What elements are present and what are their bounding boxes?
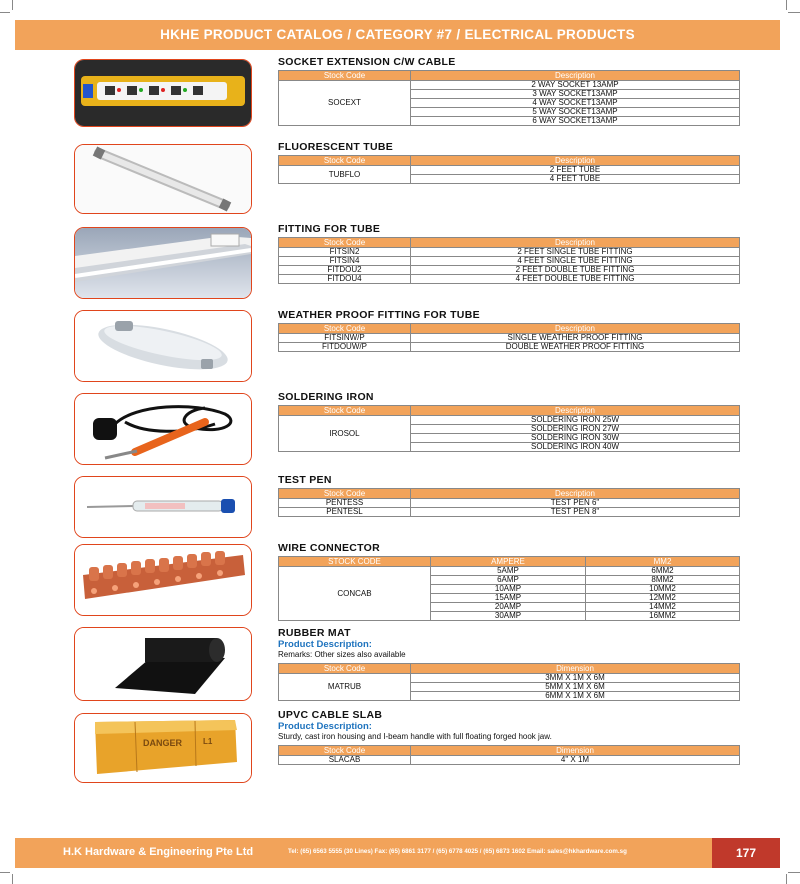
svg-text:L1: L1 <box>203 737 213 746</box>
section-socket-extension <box>278 56 740 126</box>
column-header: Stock Code <box>279 664 411 674</box>
table-header-row <box>279 324 740 334</box>
stock-code-cell: FITSIN4 <box>279 257 411 266</box>
dimension-cell: 3MM X 1M X 6M <box>411 674 740 683</box>
column-header: Stock Code <box>279 746 411 756</box>
section-title: UPVC CABLE SLAB <box>278 709 383 721</box>
description-cell: 3 WAY SOCKET13AMP <box>411 90 740 99</box>
product-table <box>278 237 740 284</box>
table-row <box>279 674 740 683</box>
description-cell: TEST PEN 6" <box>411 499 740 508</box>
product-remarks: Sturdy, cast iron housing and I-beam handle with full floating forged hook jaw. <box>278 732 552 741</box>
wire-connector-image <box>74 544 252 616</box>
column-header: Description <box>411 324 740 334</box>
product-table <box>278 323 740 352</box>
mm2-cell: 6MM2 <box>586 567 740 576</box>
section-title: SOLDERING IRON <box>278 391 374 403</box>
mm2-cell: 8MM2 <box>586 576 740 585</box>
stock-code-cell: FITSIN2 <box>279 248 411 257</box>
mm2-cell: 16MM2 <box>586 612 740 621</box>
section-test-pen <box>278 474 740 517</box>
mm2-cell: 14MM2 <box>586 603 740 612</box>
stock-code-cell: MATRUB <box>279 674 411 701</box>
ampere-cell: 20AMP <box>431 603 586 612</box>
table-row <box>279 81 740 90</box>
column-header: Dimension <box>411 664 740 674</box>
description-cell: TEST PEN 8" <box>411 508 740 517</box>
crop-mark <box>786 0 787 10</box>
ampere-cell: 30AMP <box>431 612 586 621</box>
ampere-cell: 5AMP <box>431 567 586 576</box>
stock-code-cell: TUBFLO <box>279 166 411 184</box>
product-table <box>278 745 740 765</box>
stock-code-cell: IROSOL <box>279 416 411 452</box>
description-cell: SOLDERING IRON 40W <box>411 443 740 452</box>
section-fluorescent-tube <box>278 141 740 184</box>
dimension-cell: 5MM X 1M X 6M <box>411 683 740 692</box>
description-cell: 2 FEET SINGLE TUBE FITTING <box>411 248 740 257</box>
crop-mark <box>12 0 13 10</box>
soldering-iron-image <box>74 393 252 465</box>
section-title: WIRE CONNECTOR <box>278 542 381 554</box>
product-remarks: Remarks: Other sizes also available <box>278 650 406 659</box>
column-header: Description <box>411 238 740 248</box>
crop-mark <box>786 874 787 884</box>
description-cell: 2 FEET TUBE <box>411 166 740 175</box>
table-header-row <box>279 557 740 567</box>
section-title: WEATHER PROOF FITTING FOR TUBE <box>278 309 480 321</box>
description-cell: SOLDERING IRON 30W <box>411 434 740 443</box>
stock-code-cell: PENTESL <box>279 508 411 517</box>
rubber-mat-image <box>74 627 252 701</box>
product-description-label: Product Description: <box>278 721 372 732</box>
table-header-row <box>279 238 740 248</box>
crop-mark <box>788 872 800 873</box>
section-title: TEST PEN <box>278 474 332 486</box>
description-cell: 2 FEET DOUBLE TUBE FITTING <box>411 266 740 275</box>
description-cell: DOUBLE WEATHER PROOF FITTING <box>411 343 740 352</box>
table-header-row <box>279 489 740 499</box>
contact-info: Tel: (65) 6563 5555 (30 Lines) Fax: (65) 6861 3177 / (65) 6778 4025 / (65) 6873 1602 Email: sales@hkhardware.com.sg <box>288 848 627 855</box>
stock-code-cell: CONCAB <box>279 567 431 621</box>
crop-mark <box>788 12 800 13</box>
table-row <box>279 756 740 765</box>
section-fitting-for-tube <box>278 223 740 284</box>
stock-code-cell: FITDOU2 <box>279 266 411 275</box>
page-number: 177 <box>712 838 780 868</box>
stock-code-cell: FITDOU4 <box>279 275 411 284</box>
column-header: Stock Code <box>279 71 411 81</box>
test-pen-image <box>74 476 252 538</box>
table-row <box>279 166 740 175</box>
crop-mark <box>0 872 10 873</box>
column-header: Dimension <box>411 746 740 756</box>
column-header: Stock Code <box>279 324 411 334</box>
section-title: RUBBER MAT <box>278 627 351 639</box>
description-cell: 4 FEET SINGLE TUBE FITTING <box>411 257 740 266</box>
product-table <box>278 488 740 517</box>
product-table <box>278 155 740 184</box>
table-row <box>279 416 740 425</box>
catalog-footer <box>15 838 780 868</box>
stock-code-cell: SOCEXT <box>279 81 411 126</box>
stock-code-cell: SLACAB <box>279 756 411 765</box>
stock-code-cell: FITDOUW/P <box>279 343 411 352</box>
column-header: Stock Code <box>279 406 411 416</box>
description-cell: 6 WAY SOCKET13AMP <box>411 117 740 126</box>
product-table <box>278 663 740 701</box>
description-cell: 4 FEET DOUBLE TUBE FITTING <box>411 275 740 284</box>
description-cell: SOLDERING IRON 25W <box>411 416 740 425</box>
description-cell: 4 WAY SOCKET13AMP <box>411 99 740 108</box>
column-header: STOCK CODE <box>279 557 431 567</box>
description-cell: SOLDERING IRON 27W <box>411 425 740 434</box>
crop-mark <box>12 874 13 884</box>
column-header: AMPERE <box>431 557 586 567</box>
table-header-row <box>279 156 740 166</box>
section-wire-connector <box>278 542 740 621</box>
company-name: H.K Hardware & Engineering Pte Ltd <box>63 846 254 858</box>
section-soldering-iron <box>278 391 740 452</box>
stock-code-cell: FITSINW/P <box>279 334 411 343</box>
table-header-row <box>279 406 740 416</box>
column-header: Stock Code <box>279 156 411 166</box>
description-cell: 2 WAY SOCKET 13AMP <box>411 81 740 90</box>
description-cell: 4 FEET TUBE <box>411 175 740 184</box>
section-title: SOCKET EXTENSION C/W CABLE <box>278 56 456 68</box>
column-header: Description <box>411 406 740 416</box>
catalog-header: HKHE PRODUCT CATALOG / CATEGORY #7 / ELECTRICAL PRODUCTS <box>15 20 780 50</box>
mm2-cell: 10MM2 <box>586 585 740 594</box>
section-rubber-mat <box>278 627 740 701</box>
upvc-cable-slab-image <box>74 713 252 783</box>
column-header: Description <box>411 156 740 166</box>
product-description-label: Product Description: <box>278 639 372 650</box>
section-title: FITTING FOR TUBE <box>278 223 381 235</box>
product-table <box>278 556 740 621</box>
product-table <box>278 405 740 452</box>
dimension-cell: 4" X 1M <box>411 756 740 765</box>
table-row <box>279 508 740 517</box>
stock-code-cell: PENTESS <box>279 499 411 508</box>
table-header-row <box>279 664 740 674</box>
description-cell: 5 WAY SOCKET13AMP <box>411 108 740 117</box>
socket-extension-image <box>74 59 252 127</box>
dimension-cell: 6MM X 1M X 6M <box>411 692 740 701</box>
table-row <box>279 275 740 284</box>
product-table <box>278 70 740 126</box>
description-cell: SINGLE WEATHER PROOF FITTING <box>411 334 740 343</box>
column-header: Stock Code <box>279 489 411 499</box>
fluorescent-tube-image <box>74 144 252 214</box>
crop-mark <box>0 12 10 13</box>
mm2-cell: 12MM2 <box>586 594 740 603</box>
table-header-row <box>279 746 740 756</box>
weather-proof-fitting-image <box>74 310 252 382</box>
column-header: Description <box>411 489 740 499</box>
ampere-cell: 15AMP <box>431 594 586 603</box>
column-header: Description <box>411 71 740 81</box>
table-header-row <box>279 71 740 81</box>
section-title: FLUORESCENT TUBE <box>278 141 394 153</box>
column-header: MM2 <box>586 557 740 567</box>
section-weather-proof-fitting <box>278 309 740 352</box>
table-row <box>279 343 740 352</box>
svg-text:DANGER: DANGER <box>143 738 183 748</box>
ampere-cell: 6AMP <box>431 576 586 585</box>
section-upvc-cable-slab <box>278 709 740 765</box>
column-header: Stock Code <box>279 238 411 248</box>
ampere-cell: 10AMP <box>431 585 586 594</box>
tube-fitting-image <box>74 227 252 299</box>
